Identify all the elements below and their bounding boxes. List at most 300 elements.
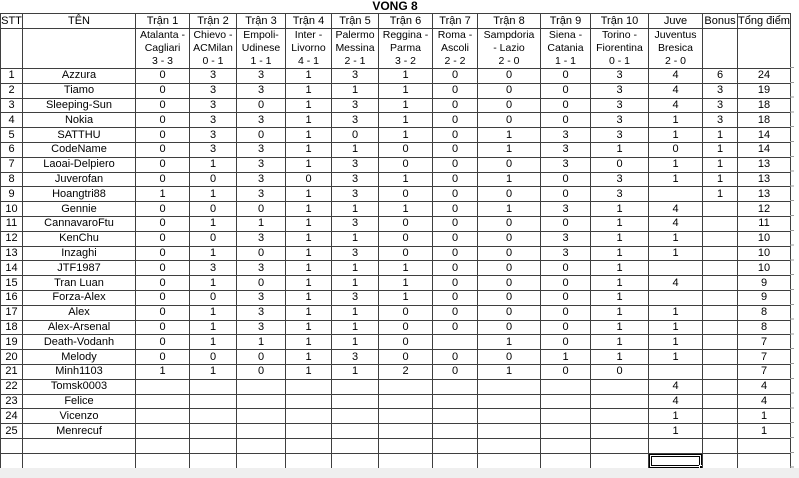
t4-cell[interactable]: 1 [286,69,332,84]
t10-cell[interactable]: 1 [591,216,649,231]
bonus-cell[interactable] [703,246,738,261]
player-name-cell[interactable]: Melody [23,350,136,365]
t2-cell[interactable]: 1 [190,320,237,335]
bonus-cell[interactable] [703,409,738,424]
bonus-cell[interactable] [703,202,738,217]
t9-cell[interactable]: 0 [541,83,591,98]
t9-cell[interactable]: 0 [541,320,591,335]
t2-cell[interactable]: 1 [190,364,237,379]
t2-cell[interactable] [190,438,237,453]
match-header-t3[interactable] [237,29,286,69]
t9-cell[interactable] [541,438,591,453]
t1-cell[interactable]: 0 [136,202,190,217]
t5-cell[interactable]: 1 [332,261,379,276]
match-header-stt[interactable] [1,29,23,69]
row-number-cell[interactable]: 16 [1,290,23,305]
t4-cell[interactable]: 1 [286,305,332,320]
t8-cell[interactable]: 0 [478,231,541,246]
t3-cell[interactable]: 3 [237,320,286,335]
t1-cell[interactable]: 0 [136,83,190,98]
t7-cell[interactable]: 0 [433,276,478,291]
player-name-cell[interactable]: JTF1987 [23,261,136,276]
juve-cell[interactable]: 1 [649,231,703,246]
juve-cell[interactable]: 1 [649,246,703,261]
tong-cell[interactable]: 18 [738,113,791,128]
col-header-t8[interactable]: Trận 8 [478,14,541,29]
row-number-cell[interactable]: 5 [1,128,23,143]
row-number-cell[interactable]: 25 [1,424,23,439]
t3-cell[interactable]: 3 [237,187,286,202]
juve-cell[interactable]: 4 [649,394,703,409]
row-number-cell[interactable]: 18 [1,320,23,335]
bonus-cell[interactable]: 1 [703,128,738,143]
t1-cell[interactable] [136,453,190,468]
t2-cell[interactable]: 0 [190,350,237,365]
bonus-cell[interactable] [703,350,738,365]
t10-cell[interactable]: 1 [591,305,649,320]
t6-cell[interactable] [379,453,433,468]
t1-cell[interactable]: 0 [136,276,190,291]
player-name-cell[interactable]: Alex [23,305,136,320]
t6-cell[interactable]: 0 [379,187,433,202]
t3-cell[interactable]: 0 [237,202,286,217]
tong-cell[interactable]: 12 [738,202,791,217]
t5-cell[interactable]: 1 [332,276,379,291]
t7-cell[interactable] [433,438,478,453]
t1-cell[interactable]: 0 [136,350,190,365]
juve-cell[interactable]: 1 [649,128,703,143]
t4-cell[interactable]: 1 [286,187,332,202]
t2-cell[interactable]: 1 [190,276,237,291]
t9-cell[interactable]: 0 [541,216,591,231]
t2-cell[interactable]: 3 [190,261,237,276]
t9-cell[interactable]: 3 [541,202,591,217]
col-header-t1[interactable]: Trận 1 [136,14,190,29]
juve-cell[interactable]: 4 [649,202,703,217]
t3-cell[interactable] [237,438,286,453]
t4-cell[interactable]: 1 [286,276,332,291]
t5-cell[interactable]: 3 [332,350,379,365]
match-header-t6[interactable] [379,29,433,69]
tong-cell[interactable]: 19 [738,83,791,98]
t7-cell[interactable]: 0 [433,290,478,305]
t1-cell[interactable] [136,424,190,439]
t10-cell[interactable]: 1 [591,276,649,291]
t3-cell[interactable] [237,409,286,424]
t6-cell[interactable]: 1 [379,276,433,291]
t8-cell[interactable]: 0 [478,350,541,365]
player-name-cell[interactable]: Tran Luan [23,276,136,291]
t8-cell[interactable]: 0 [478,320,541,335]
match-header-t5[interactable] [332,29,379,69]
t4-cell[interactable]: 1 [286,335,332,350]
t5-cell[interactable] [332,424,379,439]
match-header-bonus[interactable] [703,29,738,69]
t2-cell[interactable]: 3 [190,83,237,98]
player-name-cell[interactable]: Hoangtri88 [23,187,136,202]
row-number-cell[interactable]: 13 [1,246,23,261]
tong-cell[interactable]: 4 [738,379,791,394]
player-name-cell[interactable]: Forza-Alex [23,290,136,305]
t9-cell[interactable] [541,409,591,424]
t7-cell[interactable]: 0 [433,98,478,113]
t2-cell[interactable] [190,394,237,409]
col-header-t9[interactable]: Trận 9 [541,14,591,29]
t1-cell[interactable]: 0 [136,320,190,335]
t3-cell[interactable]: 0 [237,246,286,261]
t1-cell[interactable]: 0 [136,216,190,231]
tong-cell[interactable]: 8 [738,320,791,335]
tong-cell[interactable]: 1 [738,424,791,439]
selected-cell[interactable] [649,453,703,468]
t2-cell[interactable]: 3 [190,98,237,113]
t4-cell[interactable] [286,409,332,424]
bonus-cell[interactable] [703,290,738,305]
t9-cell[interactable]: 0 [541,276,591,291]
t10-cell[interactable]: 1 [591,350,649,365]
t8-cell[interactable]: 0 [478,83,541,98]
t3-cell[interactable]: 0 [237,350,286,365]
t10-cell[interactable]: 3 [591,69,649,84]
t9-cell[interactable]: 0 [541,98,591,113]
t3-cell[interactable] [237,379,286,394]
t5-cell[interactable]: 0 [332,128,379,143]
t8-cell[interactable] [478,424,541,439]
t4-cell[interactable]: 1 [286,202,332,217]
row-number-cell[interactable]: 10 [1,202,23,217]
t2-cell[interactable] [190,424,237,439]
tong-cell[interactable]: 14 [738,128,791,143]
player-name-cell[interactable]: Tomsk0003 [23,379,136,394]
tong-cell[interactable]: 4 [738,394,791,409]
t10-cell[interactable]: 1 [591,290,649,305]
t10-cell[interactable]: 3 [591,128,649,143]
t6-cell[interactable]: 0 [379,231,433,246]
t7-cell[interactable] [433,424,478,439]
col-header-stt[interactable]: STT [1,14,22,27]
juve-cell[interactable]: 1 [649,157,703,172]
t9-cell[interactable]: 3 [541,157,591,172]
t8-cell[interactable]: 0 [478,216,541,231]
player-name-cell[interactable]: CodeName [23,142,136,157]
juve-cell[interactable]: 1 [649,350,703,365]
tong-cell[interactable] [738,438,791,453]
t9-cell[interactable] [541,424,591,439]
row-number-cell[interactable]: 6 [1,142,23,157]
row-number-cell[interactable]: 17 [1,305,23,320]
t2-cell[interactable] [190,379,237,394]
t1-cell[interactable]: 1 [136,187,190,202]
t3-cell[interactable]: 3 [237,261,286,276]
t7-cell[interactable]: 0 [433,261,478,276]
t6-cell[interactable]: 0 [379,246,433,261]
bonus-cell[interactable] [703,453,738,468]
t10-cell[interactable]: 1 [591,246,649,261]
t3-cell[interactable]: 0 [237,128,286,143]
t6-cell[interactable]: 0 [379,320,433,335]
t2-cell[interactable]: 1 [190,157,237,172]
t1-cell[interactable]: 0 [136,261,190,276]
t7-cell[interactable]: 0 [433,142,478,157]
juve-cell[interactable] [649,290,703,305]
t8-cell[interactable] [478,379,541,394]
row-number-cell[interactable]: 20 [1,350,23,365]
t3-cell[interactable] [237,453,286,468]
t9-cell[interactable]: 0 [541,305,591,320]
t2-cell[interactable]: 3 [190,142,237,157]
player-name-cell[interactable]: Minh1103 [23,364,136,379]
t2-cell[interactable]: 0 [190,202,237,217]
t2-cell[interactable]: 1 [190,335,237,350]
t5-cell[interactable] [332,438,379,453]
t7-cell[interactable]: 0 [433,320,478,335]
t1-cell[interactable] [136,394,190,409]
t7-cell[interactable]: 0 [433,128,478,143]
row-number-cell[interactable]: 9 [1,187,23,202]
row-number-cell[interactable]: 22 [1,379,23,394]
t5-cell[interactable]: 3 [332,157,379,172]
t4-cell[interactable]: 0 [286,172,332,187]
row-number-cell[interactable]: 11 [1,216,23,231]
row-number-cell[interactable]: 2 [1,83,23,98]
t3-cell[interactable]: 0 [237,98,286,113]
player-name-cell[interactable]: Laoai-Delpiero [23,157,136,172]
t7-cell[interactable]: 0 [433,350,478,365]
t9-cell[interactable]: 0 [541,113,591,128]
t6-cell[interactable]: 0 [379,216,433,231]
t8-cell[interactable]: 0 [478,290,541,305]
t10-cell[interactable]: 1 [591,261,649,276]
t2-cell[interactable] [190,409,237,424]
t5-cell[interactable] [332,379,379,394]
t6-cell[interactable]: 0 [379,142,433,157]
t2-cell[interactable]: 3 [190,128,237,143]
t4-cell[interactable] [286,424,332,439]
row-number-cell[interactable]: 19 [1,335,23,350]
t6-cell[interactable]: 1 [379,172,433,187]
tong-cell[interactable]: 18 [738,98,791,113]
tong-cell[interactable]: 7 [738,350,791,365]
t8-cell[interactable]: 0 [478,98,541,113]
bonus-cell[interactable] [703,335,738,350]
t10-cell[interactable]: 3 [591,113,649,128]
t5-cell[interactable]: 1 [332,335,379,350]
t3-cell[interactable]: 3 [237,142,286,157]
t7-cell[interactable]: 0 [433,305,478,320]
t9-cell[interactable]: 3 [541,231,591,246]
player-name-cell[interactable]: Vicenzo [23,409,136,424]
t7-cell[interactable]: 0 [433,187,478,202]
t9-cell[interactable]: 1 [541,350,591,365]
t2-cell[interactable]: 1 [190,187,237,202]
t8-cell[interactable]: 0 [478,113,541,128]
t2-cell[interactable]: 0 [190,231,237,246]
t8-cell[interactable]: 1 [478,128,541,143]
tong-cell[interactable]: 10 [738,261,791,276]
bonus-cell[interactable]: 1 [703,142,738,157]
t1-cell[interactable]: 0 [136,290,190,305]
t4-cell[interactable]: 1 [286,320,332,335]
match-header-t2[interactable] [190,29,237,69]
match-header-tong[interactable] [738,29,791,69]
t5-cell[interactable]: 3 [332,98,379,113]
t1-cell[interactable] [136,379,190,394]
t8-cell[interactable] [478,409,541,424]
t2-cell[interactable]: 3 [190,69,237,84]
t6-cell[interactable]: 1 [379,290,433,305]
t1-cell[interactable]: 0 [136,128,190,143]
juve-cell[interactable]: 1 [649,409,703,424]
t9-cell[interactable]: 3 [541,142,591,157]
juve-cell[interactable] [649,364,703,379]
row-number-cell[interactable]: 23 [1,394,23,409]
t6-cell[interactable]: 1 [379,128,433,143]
col-header-t6[interactable]: Trận 6 [379,14,433,29]
t2-cell[interactable]: 1 [190,216,237,231]
t5-cell[interactable] [332,409,379,424]
t1-cell[interactable]: 0 [136,157,190,172]
t4-cell[interactable]: 1 [286,98,332,113]
t8-cell[interactable]: 1 [478,142,541,157]
juve-cell[interactable]: 1 [649,335,703,350]
t7-cell[interactable] [433,394,478,409]
t4-cell[interactable] [286,379,332,394]
match-header-juve[interactable] [649,29,703,69]
player-name-cell[interactable]: Tiamo [23,83,136,98]
juve-cell[interactable]: 4 [649,98,703,113]
t3-cell[interactable]: 3 [237,290,286,305]
juve-cell[interactable]: 1 [649,113,703,128]
match-header-t9[interactable] [541,29,591,69]
t3-cell[interactable]: 3 [237,157,286,172]
t10-cell[interactable]: 1 [591,142,649,157]
t3-cell[interactable]: 3 [237,172,286,187]
col-header-t3[interactable]: Trận 3 [237,14,286,29]
t10-cell[interactable] [591,453,649,468]
col-header-juve[interactable]: Juve [649,14,703,29]
t9-cell[interactable]: 0 [541,172,591,187]
t1-cell[interactable]: 0 [136,246,190,261]
t8-cell[interactable]: 0 [478,276,541,291]
player-name-cell[interactable]: Juverofan [23,172,136,187]
player-name-cell[interactable]: Azzura [23,69,136,84]
player-name-cell[interactable] [23,453,136,468]
t1-cell[interactable]: 0 [136,113,190,128]
t5-cell[interactable]: 1 [332,305,379,320]
t8-cell[interactable]: 0 [478,69,541,84]
t8-cell[interactable] [478,453,541,468]
t4-cell[interactable] [286,438,332,453]
row-number-cell[interactable]: 15 [1,276,23,291]
t5-cell[interactable] [332,394,379,409]
t6-cell[interactable]: 0 [379,335,433,350]
t9-cell[interactable]: 0 [541,364,591,379]
t6-cell[interactable]: 1 [379,98,433,113]
t4-cell[interactable]: 1 [286,113,332,128]
t1-cell[interactable] [136,438,190,453]
t4-cell[interactable] [286,394,332,409]
t6-cell[interactable]: 1 [379,69,433,84]
t7-cell[interactable] [433,335,478,350]
t3-cell[interactable]: 3 [237,231,286,246]
player-name-cell[interactable]: Sleeping-Sun [23,98,136,113]
t7-cell[interactable]: 0 [433,364,478,379]
t5-cell[interactable]: 1 [332,142,379,157]
t8-cell[interactable]: 0 [478,246,541,261]
bonus-cell[interactable] [703,231,738,246]
bonus-cell[interactable] [703,379,738,394]
col-header-ten[interactable]: TÊN [23,14,136,29]
t7-cell[interactable]: 0 [433,202,478,217]
t1-cell[interactable]: 0 [136,172,190,187]
col-header-t2[interactable]: Trận 2 [190,14,237,29]
t10-cell[interactable] [591,409,649,424]
match-header-t8[interactable] [478,29,541,69]
t7-cell[interactable]: 0 [433,113,478,128]
t5-cell[interactable]: 3 [332,69,379,84]
t10-cell[interactable]: 1 [591,202,649,217]
tong-cell[interactable]: 24 [738,69,791,84]
bonus-cell[interactable] [703,424,738,439]
t4-cell[interactable]: 1 [286,128,332,143]
t8-cell[interactable]: 1 [478,202,541,217]
t3-cell[interactable]: 0 [237,276,286,291]
t6-cell[interactable] [379,379,433,394]
t10-cell[interactable]: 3 [591,187,649,202]
t1-cell[interactable]: 0 [136,69,190,84]
t8-cell[interactable]: 1 [478,335,541,350]
t1-cell[interactable]: 0 [136,98,190,113]
bonus-cell[interactable]: 3 [703,98,738,113]
t4-cell[interactable]: 1 [286,261,332,276]
row-number-cell[interactable] [1,453,23,468]
t7-cell[interactable] [433,409,478,424]
col-header-t10[interactable]: Trận 10 [591,14,649,29]
bonus-cell[interactable]: 6 [703,69,738,84]
player-name-cell[interactable]: SATTHU [23,128,136,143]
t7-cell[interactable]: 0 [433,246,478,261]
t7-cell[interactable]: 0 [433,83,478,98]
t5-cell[interactable]: 3 [332,246,379,261]
t1-cell[interactable]: 0 [136,335,190,350]
bonus-cell[interactable]: 3 [703,83,738,98]
t4-cell[interactable] [286,453,332,468]
t3-cell[interactable] [237,394,286,409]
row-number-cell[interactable]: 24 [1,409,23,424]
col-header-bonus[interactable]: Bonus [704,14,736,27]
t6-cell[interactable]: 1 [379,202,433,217]
bonus-cell[interactable] [703,438,738,453]
t3-cell[interactable]: 3 [237,113,286,128]
t7-cell[interactable] [433,379,478,394]
juve-cell[interactable]: 4 [649,379,703,394]
t5-cell[interactable]: 1 [332,320,379,335]
t3-cell[interactable]: 3 [237,305,286,320]
tong-cell[interactable]: 7 [738,335,791,350]
t8-cell[interactable]: 0 [478,261,541,276]
t5-cell[interactable]: 3 [332,290,379,305]
t3-cell[interactable]: 0 [237,364,286,379]
juve-cell[interactable]: 1 [649,424,703,439]
t7-cell[interactable]: 0 [433,69,478,84]
t4-cell[interactable]: 1 [286,231,332,246]
tong-cell[interactable]: 10 [738,246,791,261]
t5-cell[interactable]: 3 [332,187,379,202]
t4-cell[interactable]: 1 [286,364,332,379]
t5-cell[interactable]: 1 [332,231,379,246]
t6-cell[interactable]: 2 [379,364,433,379]
player-name-cell[interactable]: Nokia [23,113,136,128]
